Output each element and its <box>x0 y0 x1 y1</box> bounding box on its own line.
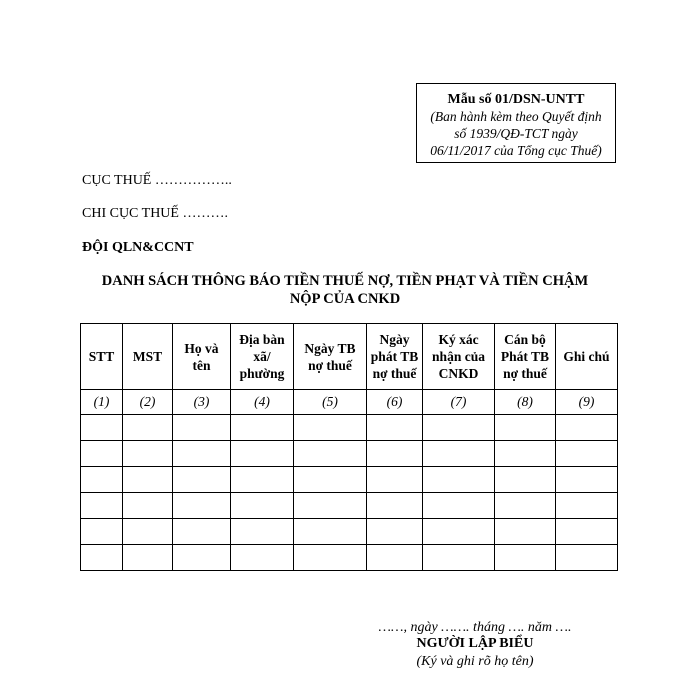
table-cell <box>423 415 495 441</box>
table-cell <box>123 415 173 441</box>
table-cell <box>173 493 231 519</box>
column-index-6: (6) <box>367 390 423 415</box>
table-row <box>81 493 618 519</box>
table-header-row <box>81 324 618 390</box>
table-cell <box>81 545 123 571</box>
table-cell <box>423 467 495 493</box>
table-cell <box>495 441 556 467</box>
column-header-text: phường <box>239 366 285 381</box>
table-cell <box>423 519 495 545</box>
table-cell <box>495 545 556 571</box>
signature-date-line: ……, ngày ……. tháng …. năm …. <box>378 620 572 635</box>
column-header-text: STT <box>88 349 115 364</box>
table-cell <box>294 545 367 571</box>
column-header-text: Phát TB <box>500 349 550 364</box>
document-title-line-2: NỘP CỦA CNKD <box>289 291 401 307</box>
signature-hint: (Ký và ghi rõ họ tên) <box>416 654 534 669</box>
column-index-7: (7) <box>423 390 495 415</box>
table-cell <box>495 415 556 441</box>
table-cell <box>173 545 231 571</box>
table-row <box>81 545 618 571</box>
column-index-row <box>81 390 618 415</box>
table-cell <box>556 441 618 467</box>
column-header-text: CNKD <box>438 366 479 381</box>
column-header-text: Ngày <box>379 332 410 347</box>
column-index-8: (8) <box>495 390 556 415</box>
table-cell <box>173 441 231 467</box>
table-cell <box>123 519 173 545</box>
table-cell <box>556 545 618 571</box>
table-cell <box>123 545 173 571</box>
column-index-9: (9) <box>556 390 618 415</box>
column-header-text: nợ thuế <box>372 366 417 381</box>
table-cell <box>495 493 556 519</box>
table-cell <box>556 467 618 493</box>
column-header-text: Ngày TB <box>304 340 356 356</box>
column-header-5 <box>294 324 367 390</box>
column-index-1: (1) <box>81 390 123 415</box>
table-cell <box>294 441 367 467</box>
table-cell <box>495 519 556 545</box>
column-header-4 <box>231 324 294 390</box>
column-header-text: MST <box>132 349 163 364</box>
column-header-text: Họ và <box>184 340 219 356</box>
column-header-text: tên <box>192 357 211 373</box>
table-cell <box>173 467 231 493</box>
column-index-3: (3) <box>173 390 231 415</box>
table-cell <box>367 467 423 493</box>
form-note-line-2: số 1939/QĐ-TCT ngày <box>454 126 578 141</box>
column-header-8 <box>495 324 556 390</box>
table-cell <box>556 519 618 545</box>
column-index-4: (4) <box>231 390 294 415</box>
table-cell <box>231 493 294 519</box>
form-code: Mẫu số 01/DSN-UNTT <box>447 92 585 107</box>
table-row <box>81 441 618 467</box>
table-cell <box>123 493 173 519</box>
table-cell <box>556 415 618 441</box>
table-row <box>81 415 618 441</box>
table-cell <box>123 441 173 467</box>
column-header-1 <box>81 324 123 390</box>
notice-list-table <box>80 323 618 571</box>
column-header-text: xã/ <box>253 349 271 364</box>
column-header-6 <box>367 324 423 390</box>
table-cell <box>367 519 423 545</box>
table-cell <box>231 467 294 493</box>
table-cell <box>81 493 123 519</box>
document-title-line-1: DANH SÁCH THÔNG BÁO TIỀN THUẾ NỢ, TIỀN PHẠT VÀ TIỀN CHẬM <box>101 273 589 289</box>
column-header-text: Ghi chú <box>563 349 610 364</box>
table-row <box>81 467 618 493</box>
table-cell <box>367 415 423 441</box>
table-cell <box>423 545 495 571</box>
table-cell <box>367 545 423 571</box>
table-row <box>81 519 618 545</box>
table-cell <box>231 519 294 545</box>
column-header-text: nhận của <box>432 349 485 364</box>
table-cell <box>81 519 123 545</box>
form-code-box <box>416 83 616 163</box>
form-note-line-1: (Ban hành kèm theo Quyết định <box>430 109 602 124</box>
table-cell <box>81 441 123 467</box>
team-line: ĐỘI QLN&CCNT <box>82 240 194 255</box>
table-cell <box>495 467 556 493</box>
column-header-3 <box>173 324 231 390</box>
table-cell <box>231 415 294 441</box>
column-header-text: Cán bộ <box>504 332 546 347</box>
table-cell <box>173 519 231 545</box>
column-header-2 <box>123 324 173 390</box>
table-cell <box>423 441 495 467</box>
table-cell <box>294 493 367 519</box>
column-index-2: (2) <box>123 390 173 415</box>
table-cell <box>81 467 123 493</box>
form-note-line-3: 06/11/2017 của Tổng cục Thuế) <box>430 143 602 158</box>
column-header-text: Địa bàn <box>239 332 285 347</box>
table-cell <box>367 493 423 519</box>
signature-role: NGƯỜI LẬP BIỂU <box>416 636 534 651</box>
sub-department-line: CHI CỤC THUẾ ………. <box>82 206 228 221</box>
column-index-5: (5) <box>294 390 367 415</box>
table-cell <box>423 493 495 519</box>
department-line: CỤC THUẾ …………….. <box>82 173 232 188</box>
table-cell <box>231 545 294 571</box>
table-cell <box>367 441 423 467</box>
table-cell <box>231 441 294 467</box>
column-header-7 <box>423 324 495 390</box>
document-title <box>90 272 600 308</box>
column-header-text: nợ thuế <box>308 357 352 373</box>
column-header-text: nợ thuế <box>503 366 547 381</box>
column-header-9 <box>556 324 618 390</box>
column-header-text: Ký xác <box>438 332 479 347</box>
table-cell <box>173 415 231 441</box>
table-cell <box>294 467 367 493</box>
column-header-text: phát TB <box>370 349 419 364</box>
table-cell <box>123 467 173 493</box>
table-cell <box>556 493 618 519</box>
table-cell <box>294 519 367 545</box>
table-cell <box>81 415 123 441</box>
table-cell <box>294 415 367 441</box>
